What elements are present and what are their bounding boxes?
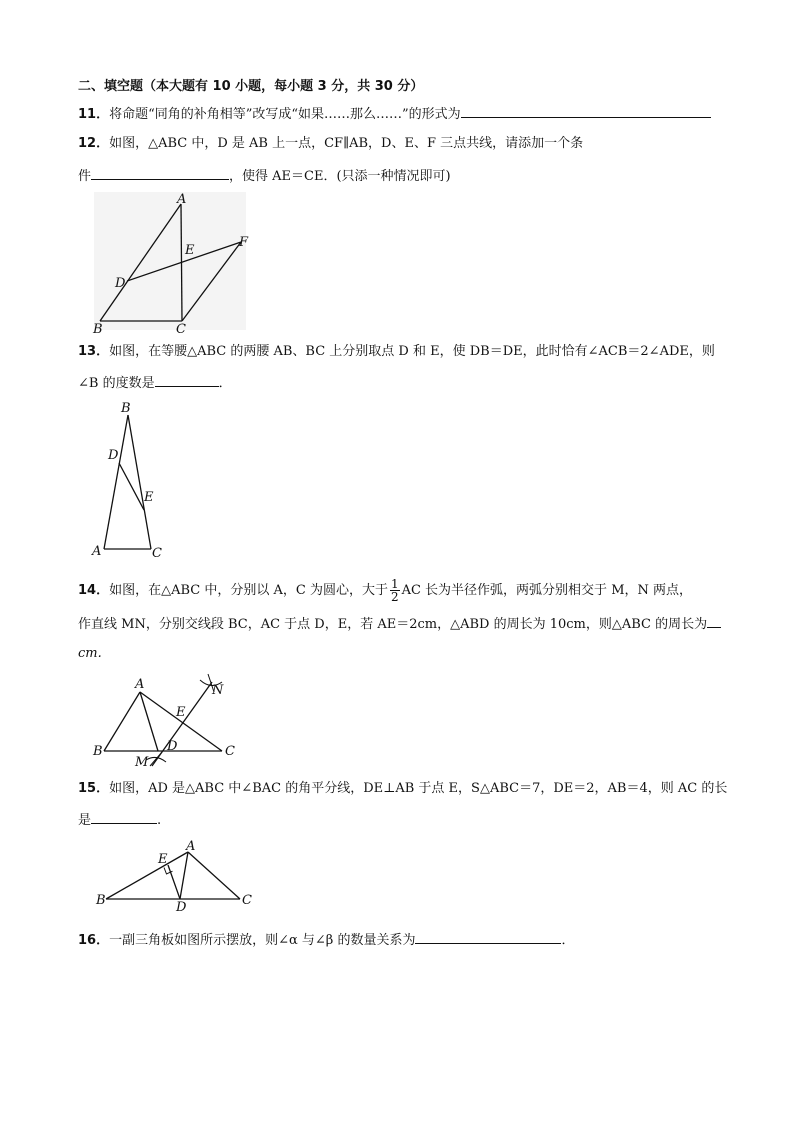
point-label: A <box>177 192 187 207</box>
question-text: 件 <box>78 169 92 184</box>
question-14-line2 <box>78 614 721 634</box>
q15-figure <box>94 838 264 918</box>
answer-blank[interactable] <box>155 373 219 387</box>
point-label: E <box>185 243 195 258</box>
point-label: C <box>225 744 235 759</box>
segment-ab <box>106 852 188 899</box>
point-label: B <box>121 401 131 416</box>
question-number: 14． <box>78 583 110 598</box>
question-number: 16． <box>78 933 110 948</box>
section-title: 二、填空题（本大题有 10 小题，每小题 3 分，共 30 分） <box>78 79 424 94</box>
point-label: B <box>93 322 103 337</box>
question-number: 13． <box>78 344 110 359</box>
answer-blank[interactable] <box>461 104 711 118</box>
question-14-line3 <box>78 645 102 663</box>
point-label: E <box>176 705 186 720</box>
answer-blank[interactable] <box>91 166 229 180</box>
point-label: B <box>96 893 106 908</box>
question-text: 是 <box>78 813 92 828</box>
point-label: C <box>152 546 162 561</box>
question-15 <box>78 780 727 798</box>
segment-ad <box>180 852 188 899</box>
point-label: N <box>212 683 224 698</box>
question-13 <box>78 343 715 361</box>
point-label: D <box>167 739 178 754</box>
figure-background <box>94 192 246 330</box>
question-text: . <box>157 813 162 828</box>
q13-figure <box>88 398 178 563</box>
point-label: E <box>144 490 154 505</box>
segment-bc <box>128 415 151 549</box>
question-13-line2 <box>78 373 232 393</box>
point-label: D <box>115 276 126 291</box>
question-number: 12． <box>78 136 110 151</box>
segment-ac <box>188 852 240 899</box>
question-text: ． <box>561 933 575 948</box>
question-11 <box>78 104 711 124</box>
question-number: 15． <box>78 781 110 796</box>
question-text: 如图，在△ABC 中，分别以 A，C 为圆心，大于 <box>109 583 388 598</box>
point-label: A <box>135 677 145 692</box>
point-label: C <box>176 322 186 337</box>
question-text: 作直线 MN，分别交线段 BC，AC 于点 D，E，若 AE＝2cm，△ABD 的周长为 10cm，则△ABC 的周长为 <box>78 617 708 632</box>
fraction-half <box>390 578 400 603</box>
fraction-denominator: 2 <box>390 590 399 604</box>
point-label: M <box>135 755 149 770</box>
segment-ad <box>140 692 158 751</box>
question-text: 如图，在等腰△ABC 的两腰 AB、BC 上分别取点 D 和 E，使 DB＝DE，此时恰有∠ACB＝2∠ADE，则 <box>109 344 715 359</box>
question-text: AC 长为半径作弧，两弧分别相交于 M，N 两点， <box>401 583 693 598</box>
question-number: 11． <box>78 107 110 122</box>
question-12 <box>78 135 583 153</box>
q14-figure <box>90 668 250 772</box>
answer-blank[interactable] <box>415 930 561 944</box>
q12-figure <box>90 190 260 338</box>
question-text: ． <box>218 376 232 391</box>
question-text: 如图，AD 是△ABC 中∠BAC 的角平分线，DE⊥AB 于点 E，S△ABC＝7，DE＝2，AB＝4，则 AC 的长 <box>109 781 728 796</box>
fraction-numerator: 1 <box>390 577 399 591</box>
question-text: ∠B 的度数是 <box>78 376 155 391</box>
question-text: ，使得 AE＝CE．(只添一种情况即可) <box>229 169 451 184</box>
segment-de <box>168 865 180 899</box>
question-text: cm. <box>78 646 102 661</box>
question-text: 将命题“同角的补角相等”改写成“如果……那么……”的形式为 <box>109 107 461 122</box>
answer-blank[interactable] <box>707 614 721 628</box>
point-label: B <box>93 744 103 759</box>
point-label: A <box>186 839 196 854</box>
segment-ab <box>104 692 140 751</box>
question-text: 如图，△ABC 中，D 是 AB 上一点，CF∥AB，D、E、F 三点共线，请添加一个条 <box>109 136 584 151</box>
segment-ac <box>140 692 222 751</box>
question-14 <box>78 578 692 603</box>
point-label: F <box>239 235 249 250</box>
point-label: C <box>242 893 252 908</box>
question-15-line2 <box>78 810 161 830</box>
answer-blank[interactable] <box>91 810 157 824</box>
question-16 <box>78 930 574 950</box>
point-label: D <box>176 900 187 915</box>
question-text: 一副三角板如图所示摆放，则∠α 与∠β 的数量关系为 <box>109 933 416 948</box>
segment-ab <box>104 415 128 549</box>
point-label: A <box>92 544 102 559</box>
point-label: D <box>108 448 119 463</box>
point-label: E <box>158 852 168 867</box>
question-12-line2 <box>78 166 451 186</box>
